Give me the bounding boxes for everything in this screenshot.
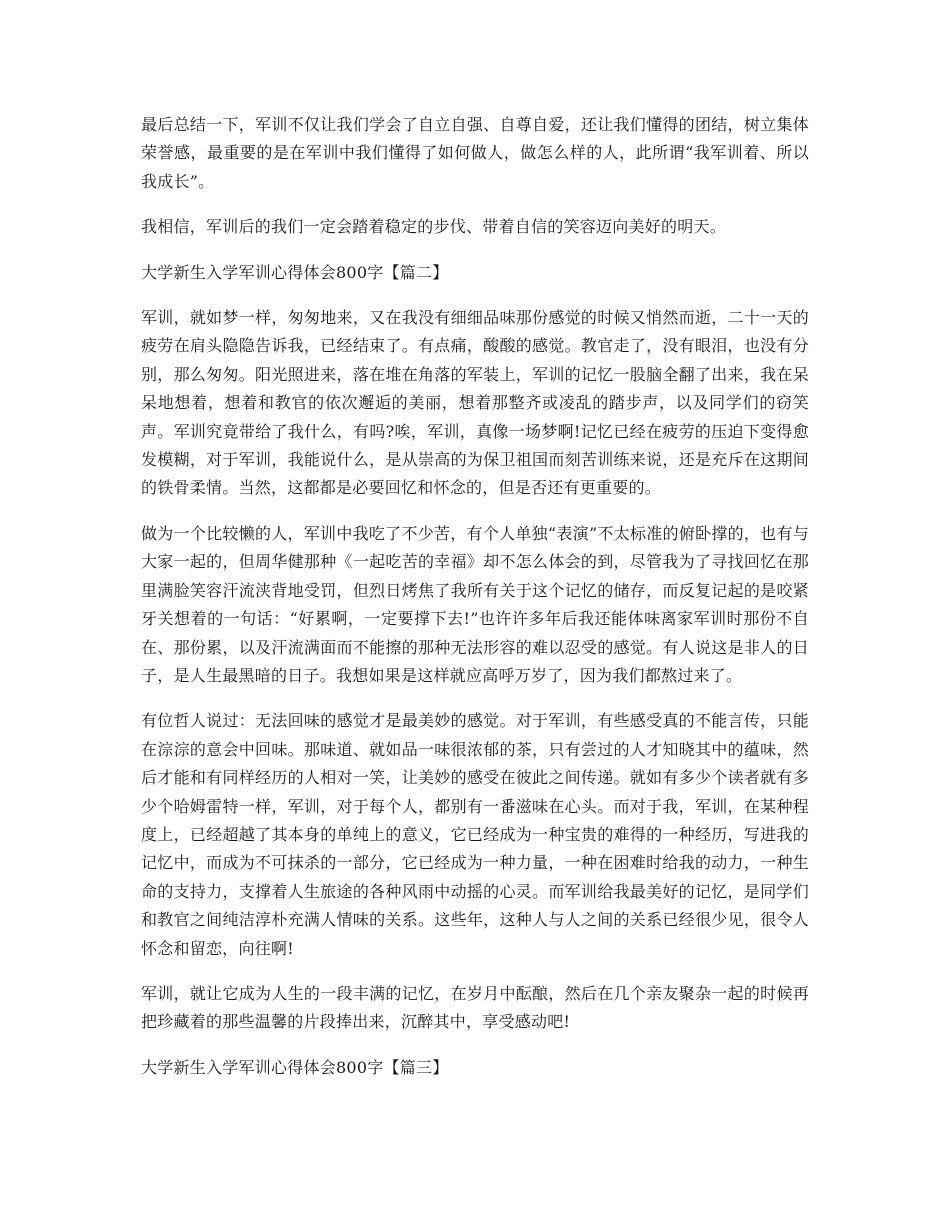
paragraph-summary: 最后总结一下，军训不仅让我们学会了自立自强、自尊自爱，还让我们懂得的团结，树立集体荣誉感，最重要的是在军训中我们懂得了如何做人，做怎么样的人，此所谓“我军训着、所以我成长”。 bbox=[141, 115, 809, 191]
section-heading-part-two: 大学新生入学军训心得体会800字【篇二】 bbox=[141, 262, 449, 282]
document-page bbox=[141, 111, 809, 1099]
section-heading-part-three: 大学新生入学军训心得体会800字【篇三】 bbox=[141, 1057, 449, 1077]
paragraph-belief: 我相信，军训后的我们一定会踏着稳定的步伐、带着自信的笑容迈向美好的明天。 bbox=[141, 217, 727, 237]
paragraph-philosopher: 有位哲人说过：无法回味的感觉才是最美妙的感觉。对于军训，有些感受真的不能言传，只能在淙淙的意会中回味。那味道、就如品一味很浓郁的茶，只有尝过的人才知晓其中的蕴味，然后才能和有同样经历的人相对一笑，让美妙的感受在彼此之间传递。就如有多少个读者就有多少个哈姆雷特一样，军训，对于每个人，都别有一番滋味在心头。而对于我，军训，在某种程度上，已经超越了其本身的单纯上的意义，它已经成为一种宝贵的难得的一种经历，写进我的记忆中，而成为不可抹杀的一部分，它已经成为一种力量，一种在困难时给我的动力，一种生命的支持力，支撑着人生旅途的各种风雨中动摇的心灵。而军训给我最美好的记忆，是同学们和教官之间纯洁淳朴充满人情味的关系。这些年，这种人与人之间的关系已经很少见，很令人怀念和留恋，向往啊! bbox=[141, 711, 809, 958]
paragraph-memory: 军训，就让它成为人生的一段丰满的记忆，在岁月中酝酿，然后在几个亲友聚杂一起的时候再把珍藏着的那些温馨的片段捧出来，沉醉其中，享受感动吧! bbox=[141, 983, 809, 1032]
paragraph-dream: 军训，就如梦一样，匆匆地来，又在我没有细细品味那份感觉的时候又悄然而逝，二十一天的疲劳在肩头隐隐告诉我，已经结束了。有点痛，酸酸的感觉。教官走了，没有眼泪，也没有分别，那么匆匆。阳光照进来，落在堆在角落的军装上，军训的记忆一股脑全翻了出来，我在呆呆地想着，想着和教官的依次邂逅的美丽，想着那整齐或凌乱的踏步声，以及同学们的窃笑声。军训究竟带给了我什么，有吗?唉，军训，真像一场梦啊!记忆已经在疲劳的压迫下变得愈发模糊，对于军训，我能说什么，是从崇高的为保卫祖国而刻苦训练来说，还是充斥在这期间的铁骨柔情。当然，这都都是必要回忆和怀念的，但是否还有更重要的。 bbox=[141, 308, 809, 498]
paragraph-hardship: 做为一个比较懒的人，军训中我吃了不少苦，有个人单独“表演”不太标准的俯卧撑的，也有与大家一起的，但周华健那种《一起吃苦的幸福》却不怎么体会的到，尽管我为了寻找回忆在那里满脸笑容汗流浃背地受罚，但烈日烤焦了我所有关于这个记忆的储存，而反复记起的是咬紧牙关想着的一句话：“好累啊，一定要撑下去!”也许许多年后我还能体味离家军训时那份不自在、那份累，以及汗流满面而不能擦的那种无法形容的难以忍受的感觉。有人说这是非人的日子，是人生最黑暗的日子。我想如果是这样就应高呼万岁了，因为我们都熬过来了。 bbox=[141, 523, 809, 685]
